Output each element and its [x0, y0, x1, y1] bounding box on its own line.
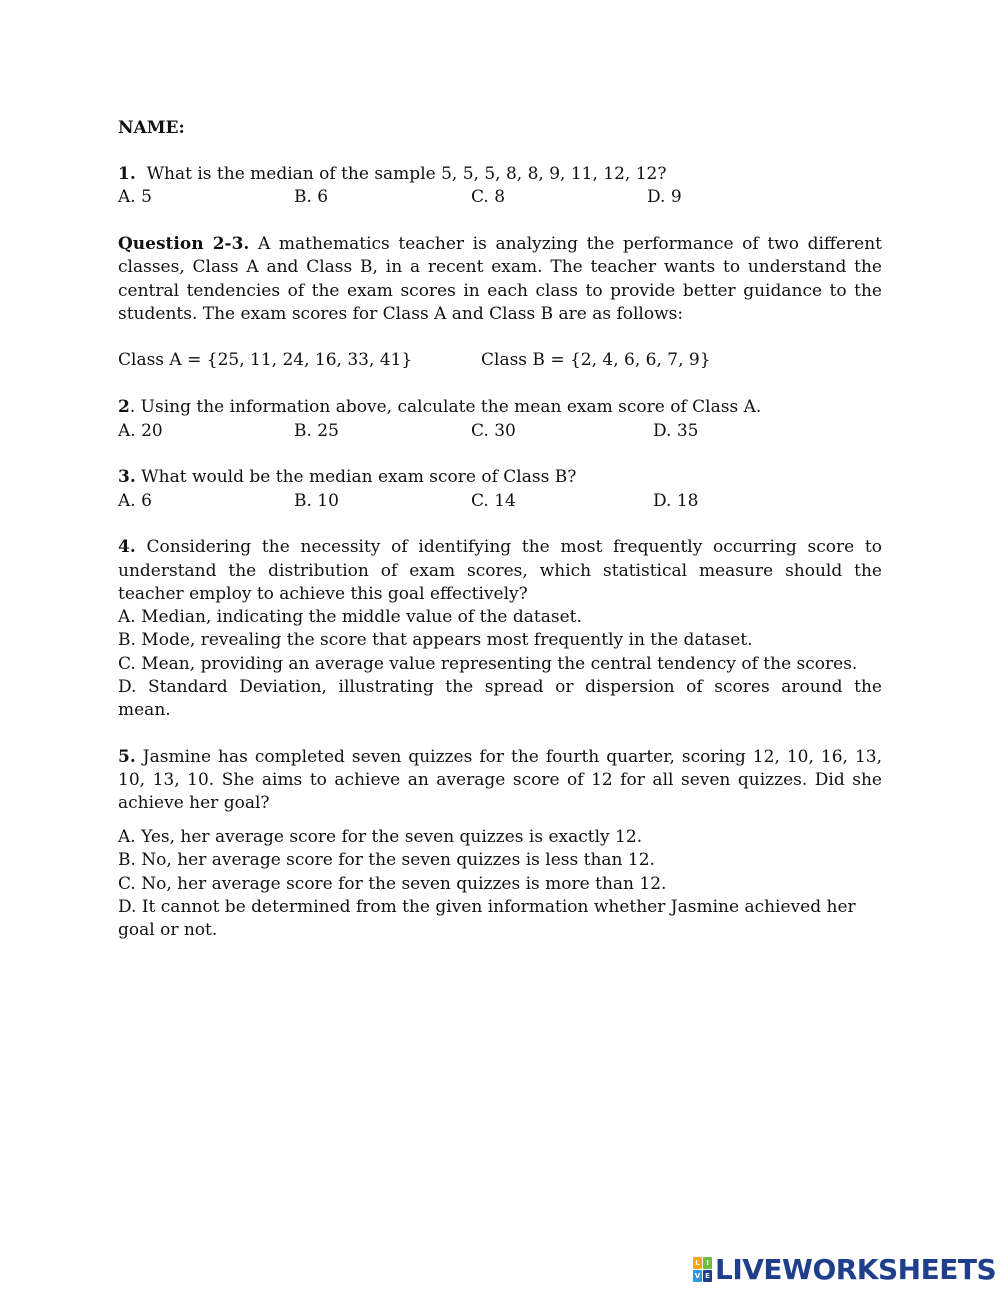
question-3-text: What would be the median exam score of Class B? [141, 467, 577, 487]
liveworksheets-logo-text: LIVEWORKSHEETS [715, 1252, 997, 1286]
question-1-option-a: A. 5 [118, 187, 152, 207]
question-2-number: 2 [118, 397, 130, 417]
question-5-line-2: 10, 13, 10. She aims to achieve an average score of 12 for all seven quizzes. Did she [118, 770, 882, 790]
question-4-line-1: 4. Considering the necessity of identifying the most frequently occurring score to [118, 537, 883, 557]
question-2-option-c: C. 30 [471, 421, 516, 441]
question-2-3-line-3: central tendencies of the exam scores in each class to provide better guidance to the [118, 281, 882, 301]
question-5-option-a: A. Yes, her average score for the seven quizzes is exactly 12. [118, 827, 643, 847]
question-4-option-c: C. Mean, providing an average value representing the central tendency of the scores. [118, 654, 858, 674]
class-a-scores: Class A = {25, 11, 24, 16, 33, 41} [118, 350, 413, 370]
question-2-option-d: D. 35 [653, 421, 699, 441]
question-5-option-d-cont: goal or not. [118, 920, 218, 940]
question-1-number: 1. [118, 164, 136, 184]
name-label: NAME: [118, 118, 185, 138]
question-5-option-c: C. No, her average score for the seven quizzes is more than 12. [118, 874, 667, 894]
question-1-option-d: D. 9 [647, 187, 682, 207]
question-3-option-a: A. 6 [118, 491, 152, 511]
logo-tile-l: L [693, 1257, 702, 1269]
question-4-option-d: D. Standard Deviation, illustrating the spread or dispersion of scores around the [118, 677, 882, 697]
question-4-line-2: understand the distribution of exam scores, which statistical measure should the [118, 561, 882, 581]
question-2-option-b: B. 25 [294, 421, 339, 441]
class-b-scores: Class B = {2, 4, 6, 6, 7, 9} [481, 350, 711, 370]
question-5-option-b: B. No, her average score for the seven quizzes is less than 12. [118, 850, 655, 870]
question-5-line-3: achieve her goal? [118, 793, 270, 813]
question-1 [118, 163, 666, 186]
question-2-3-line-2: classes, Class A and Class B, in a recent exam. The teacher wants to understand the [118, 257, 882, 277]
question-3-option-c: C. 14 [471, 491, 516, 511]
question-1-option-c: C. 8 [471, 187, 506, 207]
question-5-number: 5. [118, 747, 136, 767]
question-3 [118, 466, 576, 489]
question-2-option-a: A. 20 [118, 421, 163, 441]
question-2-3-line-4: students. The exam scores for Class A and Class B are as follows: [118, 304, 684, 324]
question-4-line-3: teacher employ to achieve this goal effectively? [118, 584, 528, 604]
question-4-option-d-cont: mean. [118, 700, 171, 720]
question-1-option-b: B. 6 [294, 187, 329, 207]
question-3-option-b: B. 10 [294, 491, 339, 511]
question-2-3-label: Question 2-3. [118, 234, 250, 254]
liveworksheets-logo [693, 1253, 996, 1285]
question-2-text: . Using the information above, calculate the mean exam score of Class A. [129, 397, 762, 417]
question-3-option-d: D. 18 [653, 491, 699, 511]
logo-tile-v: V [694, 1272, 701, 1280]
question-4-option-b: B. Mode, revealing the score that appears most frequently in the dataset. [118, 630, 753, 650]
question-4-number: 4. [118, 537, 136, 557]
logo-tile-e: E [703, 1270, 712, 1282]
question-2-3-line-1: Question 2-3. A mathematics teacher is analyzing the performance of two different [118, 234, 883, 254]
question-4-option-a: A. Median, indicating the middle value of the dataset. [118, 607, 582, 627]
question-3-number: 3. [118, 467, 136, 487]
question-5-line-1: 5. Jasmine has completed seven quizzes for the fourth quarter, scoring 12, 10, 16, 13, [118, 747, 883, 767]
logo-tile-i: I [703, 1257, 712, 1269]
question-5-option-d: D. It cannot be determined from the given information whether Jasmine achieved her [118, 897, 856, 917]
question-1-text: What is the median of the sample 5, 5, 5, 8, 8, 9, 11, 12, 12? [146, 164, 667, 184]
question-2 [118, 396, 761, 419]
liveworksheets-logo-icon [693, 1256, 713, 1282]
